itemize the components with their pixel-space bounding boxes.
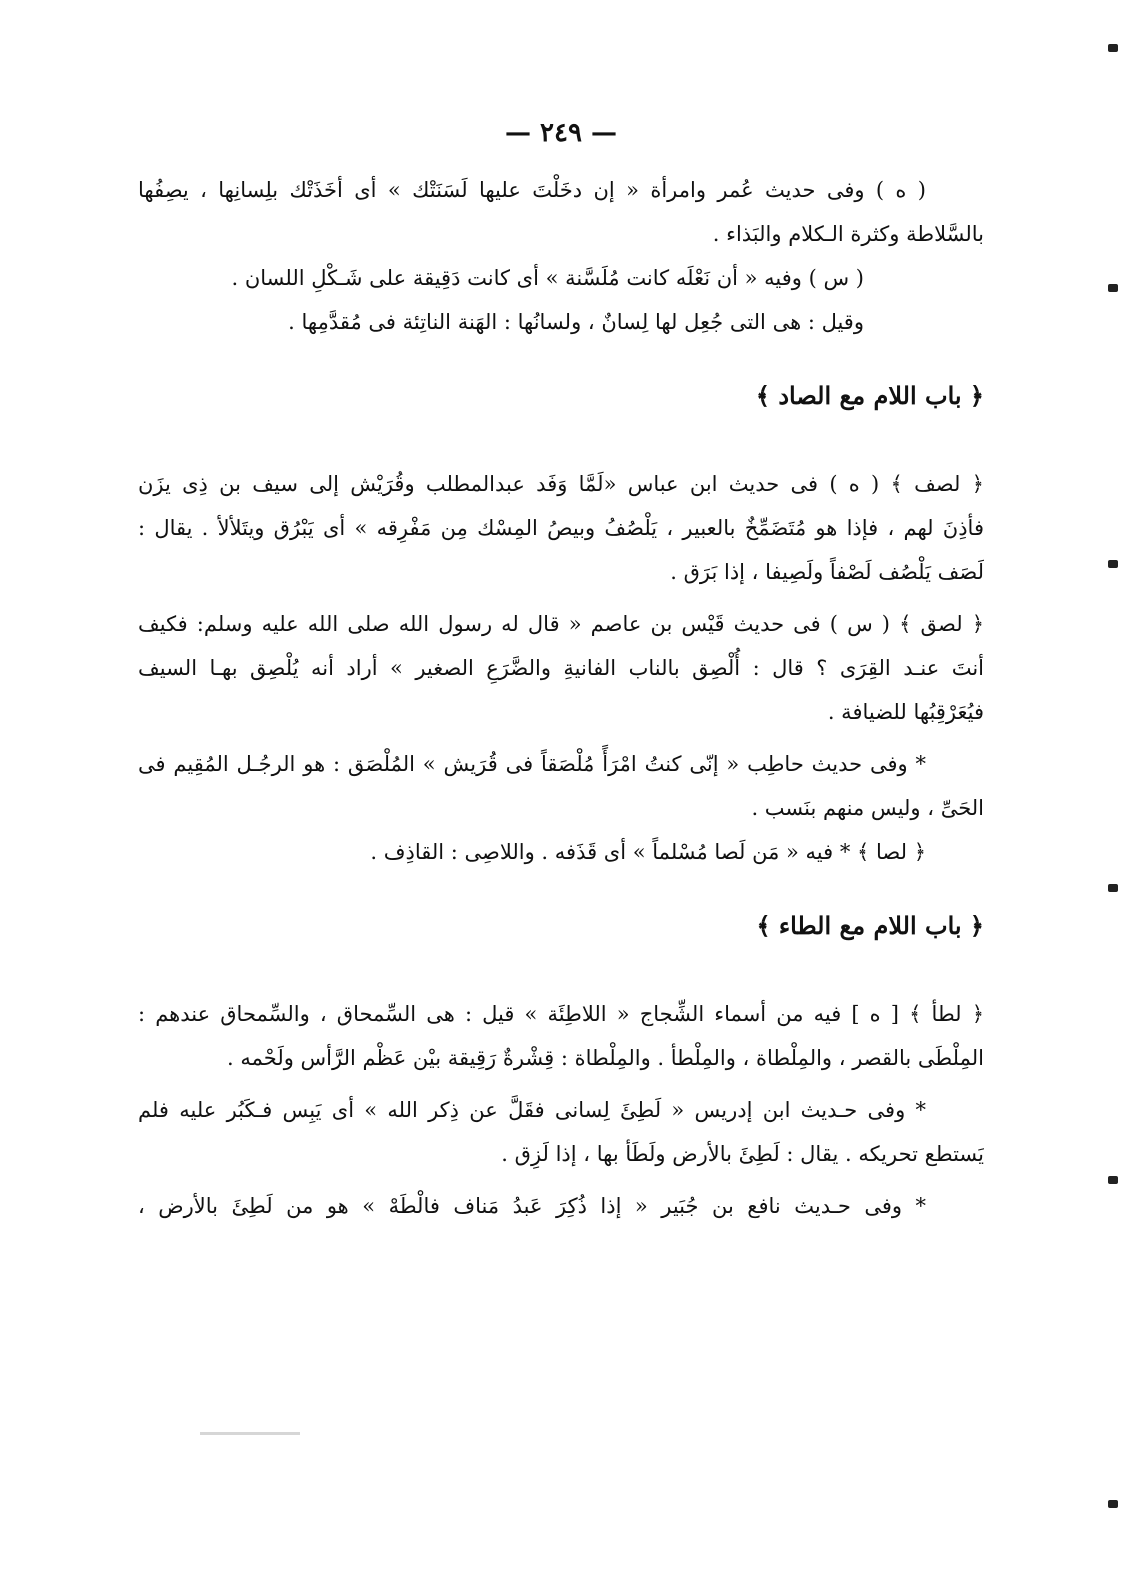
text-line: لَصَف يَلْصُف لَصْفاً ولَصِيفا ، إذا بَرَق . bbox=[670, 559, 984, 584]
page-body bbox=[138, 168, 984, 1228]
scan-mark bbox=[1108, 1500, 1118, 1508]
text-line: ﴿ لصا ﴾ * فيه « مَن لَصا مُسْلماً » أى قَذَفه . واللاصِى : القاذِف . bbox=[370, 839, 926, 864]
scan-smudge bbox=[200, 1432, 300, 1435]
text-line: ﴿ لصف ﴾ ( ه ) فى حديث ابن عباس «لَمَّا وَفَد عبدالمطلب وقُرَيْش إلى سيف بن ذِى يزَن bbox=[138, 471, 984, 496]
text-line: الحَىِّ ، وليس منهم بنَسب . bbox=[751, 795, 984, 820]
text-line: * وفى حـديث نافع بن جُبَير « إذا ذُكِرَ عَبدُ مَناف فالْطَهْ » هو من لَطِئَ بالأرض ، bbox=[138, 1193, 926, 1218]
scan-mark bbox=[1108, 44, 1118, 52]
text-line: أنتَ عنـد القِرَى ؟ قال : أُلْصِق بالناب الفانيةِ والضَّرَعِ الصغير » أراد أنه يُلْصِق بهـا السيف bbox=[138, 655, 984, 680]
scan-mark bbox=[1108, 560, 1118, 568]
text-line: ﴿ لطأ ﴾ [ ه ] فيه من أسماء الشِّجاج « اللاطِئَة » قيل : هى السِّمحاق ، والسِّمحاق عندهم : bbox=[138, 1001, 984, 1026]
text-line: ( س ) وفيه « أن نَعْلَه كانت مُلَسَّنة » أى كانت دَقِيقة على شَـكْلِ اللسان . bbox=[231, 265, 864, 290]
text-line: ﴿ لصق ﴾ ( س ) فى حديث قَيْس بن عاصم « قال له رسول الله صلى الله عليه وسلم: فكيف bbox=[138, 611, 984, 636]
page-number: — ٢٤٩ — bbox=[504, 118, 618, 148]
text-line: ( ه ) وفى حديث عُمر وامرأة « إن دخَلْتَ عليها لَسَنَتْك » أى أخَذَتْك بلِسانِها ، يصِفُها bbox=[138, 177, 926, 202]
text-line: بالسَّلاطة وكثرة الـكلام والبَذاء . bbox=[712, 221, 984, 246]
text-line: فيُعَرْقِبُها للضيافة . bbox=[827, 699, 984, 724]
text-line: المِلْطَى بالقصر ، والمِلْطاة ، والمِلْطأ . والمِلْطاة : قِشْرةٌ رَقِيقة بيْن عَظْم الرَّأس ولَحْمه . bbox=[227, 1045, 984, 1070]
scan-mark bbox=[1108, 884, 1118, 892]
text-line: * وفى حديث حاطِب « إنّى كنتُ امْرَأً مُلْصَقاً فى قُرَيش » المُلْصَق : هو الرجُـل المُقِيم فى bbox=[138, 751, 926, 776]
section-heading: ﴿ باب اللام مع الطاء ﴾ bbox=[756, 911, 984, 940]
text-line: * وفى حـديث ابن إدريس « لَطِئَ لِسانى فقَلَّ عن ذِكر الله » أى يَبِس فـكَبُر عليه فلم bbox=[138, 1097, 926, 1122]
text-line: وقيل : هى التى جُعِل لها لِسانٌ ، ولسانُها : الهَنة الناتِئة فى مُقدَّمِها . bbox=[288, 309, 864, 334]
scan-mark bbox=[1108, 284, 1118, 292]
text-line: يَستطع تحريكه . يقال : لَطِئَ بالأرض ولَطَأ بها ، إذا لَزِق . bbox=[501, 1141, 984, 1166]
text-line: فأذِنَ لهم ، فإذا هو مُتَضَمِّخٌ بالعبير ، يَلْصُفُ وبيصُ المِسْك مِن مَفْرِقه » أى يَبْرُق ويتَلألأ . يقال : bbox=[138, 515, 984, 540]
scan-mark bbox=[1108, 1176, 1118, 1184]
section-heading: ﴿ باب اللام مع الصاد ﴾ bbox=[755, 381, 984, 410]
